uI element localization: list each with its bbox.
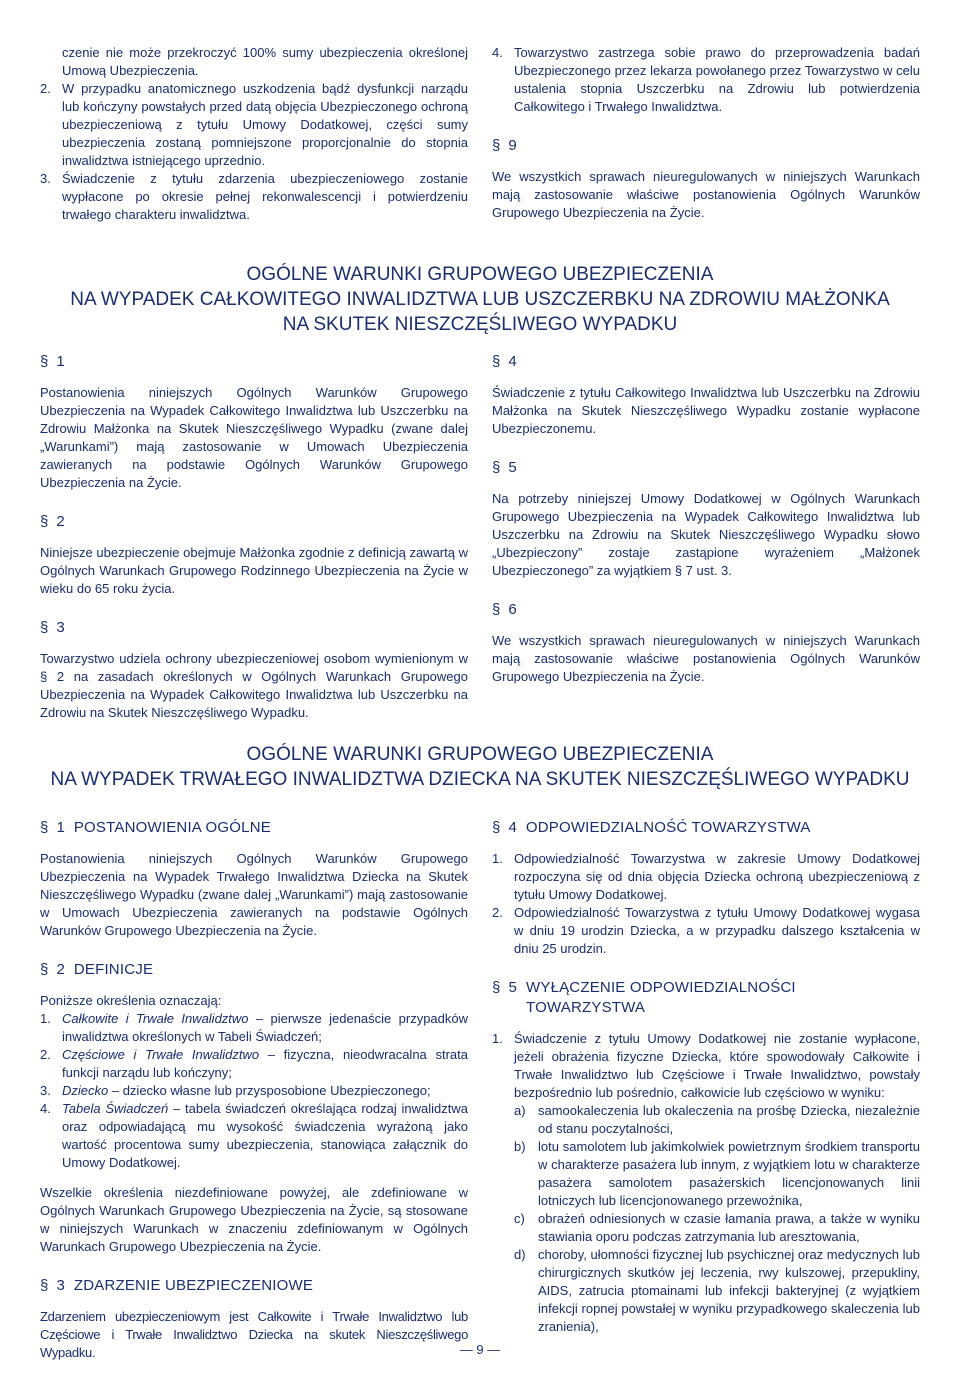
section-title: DEFINICJE bbox=[73, 961, 154, 978]
sublist-item bbox=[514, 1138, 920, 1210]
section-heading bbox=[40, 1276, 468, 1296]
item-number: 2. bbox=[492, 905, 503, 920]
section-symbol: § bbox=[492, 979, 501, 996]
top-right-list bbox=[492, 44, 920, 116]
definitions-intro: Poniższe określenia oznaczają: bbox=[40, 993, 222, 1008]
section-title: ZDARZENIE UBEZPIECZENIOWE bbox=[73, 1277, 314, 1294]
definition-text: – pierwsze jedenaście przypadków inwalidztwa określonych w Tabeli Świadczeń; bbox=[62, 1011, 468, 1044]
section-number: 1 bbox=[56, 353, 65, 370]
definition-term: Tabela Świadczeń bbox=[62, 1101, 169, 1116]
definition-item bbox=[40, 1010, 468, 1046]
doc1-left-column bbox=[40, 352, 468, 722]
section-text: We wszystkich sprawach nieuregulowanych w niniejszych Warunkach mają zastosowanie właściwe postanowienia Ogólnych Warunków Grupowego Ubezpieczenia na Życie. bbox=[492, 633, 920, 684]
section-text: Świadczenie z tytułu Całkowitego Inwalidztwa lub Uszczerbku na Zdrowiu Małżonka na Skutek Nieszczęśliwego Wypadku zostanie wypłacone Ubezpieczonemu. bbox=[492, 385, 920, 436]
top-right-column bbox=[492, 44, 920, 222]
item-letter: c) bbox=[514, 1211, 525, 1226]
title-line: OGÓLNE WARUNKI GRUPOWEGO UBEZPIECZENIA bbox=[246, 264, 714, 285]
definitions-list bbox=[40, 1010, 468, 1172]
title-line: NA WYPADEK CAŁKOWITEGO INWALIDZTWA LUB USZCZERBKU NA ZDROWIU MAŁŻONKA bbox=[70, 289, 890, 310]
item-number: 3. bbox=[40, 1083, 51, 1098]
section-number: 6 bbox=[508, 601, 517, 618]
section-symbol: § bbox=[492, 459, 501, 476]
item-text: lotu samolotem lub jakimkolwiek powietrznym środkiem transportu w charakterze pasażera lub innym, z wyjątkiem lotu w charakterze pasażera samolotem pasażerskich licencjonowanych linii lotniczych lub licencjonowanego przewoźnika, bbox=[538, 1139, 920, 1208]
item-number: 2. bbox=[40, 1047, 51, 1062]
definition-term: Dziecko bbox=[62, 1083, 109, 1098]
section-text: Niniejsze ubezpieczenie obejmuje Małżonka zgodnie z definicją zawartą w Ogólnych Warunkach Grupowego Rodzinnego Ubezpieczenia na Życie w wieku do 65 roku życia. bbox=[40, 545, 468, 596]
section-heading bbox=[40, 512, 468, 532]
section-heading bbox=[40, 960, 468, 980]
section-heading bbox=[492, 600, 920, 620]
section-heading bbox=[40, 818, 468, 838]
section-text: Postanowienia niniejszych Ogólnych Warunków Grupowego Ubezpieczenia na Wypadek Trwałego Inwalidztwa Dziecka na Skutek Nieszczęśliwego Wypadku (zwane dalej „Warunkami”) mają zastosowanie w Umowach Ubezpieczenia zawieranych na podstawie Ogólnych Warunków Grupowego Ubezpieczenia na Życie. bbox=[40, 851, 468, 938]
list-item bbox=[40, 80, 468, 170]
definition-term: Całkowite i Trwałe Inwalidztwo bbox=[62, 1011, 249, 1026]
definition-text: – dziecko własne lub przysposobione Ubezpieczonego; bbox=[108, 1083, 431, 1098]
section-heading bbox=[40, 352, 468, 372]
list-item bbox=[492, 1030, 920, 1336]
section-text: Towarzystwo udziela ochrony ubezpieczeniowej osobom wymienionym w § 2 na zasadach określonych w Ogólnych Warunkach Grupowego Ubezpieczenia na Wypadek Całkowitego Inwalidztwa lub Uszczerbku na Zdrowiu na Skutek Nieszczęśliwego Wypadku. bbox=[40, 651, 468, 720]
sublist-item bbox=[514, 1246, 920, 1336]
liability-list bbox=[492, 850, 920, 958]
section-symbol: § bbox=[40, 1277, 49, 1294]
definition-item bbox=[40, 1100, 468, 1172]
item-number: 1. bbox=[492, 1031, 503, 1046]
exclusions-sublist bbox=[514, 1102, 920, 1336]
section-text: Na potrzeby niniejszej Umowy Dodatkowej w Ogólnych Warunkach Grupowego Ubezpieczenia na Wypadek Całkowitego Inwalidztwa lub Uszczerbku na Zdrowiu na Skutek Nieszczęśliwego Wypadku słowo „Ubezpieczony” zostaje zastąpione wyrażeniem „Małżonek Ubezpieczonego” za wyjątkiem § 7 ust. 3. bbox=[492, 491, 920, 578]
item-number: 4. bbox=[492, 45, 503, 60]
section-heading bbox=[492, 352, 920, 372]
section-number: 1 bbox=[56, 819, 66, 836]
list-item bbox=[492, 44, 920, 116]
section-number: 3 bbox=[56, 1277, 66, 1294]
definitions-outro: Wszelkie określenia niezdefiniowane powyżej, ale zdefiniowane w Ogólnych Warunkach Grupowego Ubezpieczenia na Życie, są stosowane w niniejszych Warunkach w znaczeniu zdefiniowanym w Ogólnych Warunkach Grupowego Ubezpieczenia na Życie. bbox=[40, 1185, 468, 1254]
section-heading bbox=[492, 458, 920, 478]
section-title: ODPOWIEDZIALNOŚĆ TOWARZYSTWA bbox=[525, 819, 811, 836]
doc1-right-column bbox=[492, 352, 920, 686]
sublist-item bbox=[514, 1210, 920, 1246]
section-symbol: § bbox=[492, 353, 501, 370]
doc2-title bbox=[20, 742, 940, 792]
definition-item bbox=[40, 1082, 468, 1100]
section-number: 2 bbox=[56, 513, 65, 530]
item-letter: d) bbox=[514, 1247, 526, 1262]
section-marker bbox=[492, 978, 517, 998]
item-text: Odpowiedzialność Towarzystwa w zakresie Umowy Dodatkowej rozpoczyna się od dnia objęcia Dziecka ochroną ubezpieczeniową z tytułu Umowy Dodatkowej. bbox=[514, 851, 920, 902]
page-number: — 9 — bbox=[459, 1342, 501, 1357]
section-symbol: § bbox=[40, 819, 49, 836]
top-left-list bbox=[40, 80, 468, 224]
section-text: Zdarzeniem ubezpieczeniowym jest Całkowite i Trwałe Inwalidztwo lub Częściowe i Trwałe Inwalidztwo Dziecka na skutek Nieszczęśliwego Wypadku. bbox=[40, 1309, 468, 1360]
section-number: 5 bbox=[508, 979, 518, 996]
item-number: 4. bbox=[40, 1101, 51, 1116]
section-title-cont: TOWARZYSTWA bbox=[526, 999, 646, 1016]
section-symbol: § bbox=[40, 619, 49, 636]
sublist-item bbox=[514, 1102, 920, 1138]
doc2-right-column bbox=[492, 818, 920, 1336]
title-line: NA WYPADEK TRWAŁEGO INWALIDZTWA DZIECKA NA SKUTEK NIESZCZĘŚLIWEGO WYPADKU bbox=[50, 769, 910, 790]
item-text: Świadczenie z tytułu Umowy Dodatkowej nie zostanie wypłacone, jeżeli obrażenia fizyczne Dziecka, które spowodowały Całkowite i Trwałe Inwalidztwo lub Częściowe i Trwałe Inwalidztwo, powstały bezpośrednio lub pośrednio, całkowicie lub częściowo w wyniku: bbox=[514, 1031, 920, 1100]
section-text: Postanowienia niniejszych Ogólnych Warunków Grupowego Ubezpieczenia na Wypadek Całkowitego Inwalidztwa lub Uszczerbku na Zdrowiu Małżonka na Skutek Nieszczęśliwego Wypadku (zwane dalej „Warunkami”) mają zastosowanie w Umowach Ubezpieczenia zawieranych na podstawie Ogólnych Warunków Grupowego Ubezpieczenia na Życie. bbox=[40, 385, 468, 490]
title-line: NA SKUTEK NIESZCZĘŚLIWEGO WYPADKU bbox=[282, 314, 678, 335]
item-text: W przypadku anatomicznego uszkodzenia bądź dysfunkcji narządu lub kończyny powstałych przed datą objęcia Ubezpieczonego ochroną ubezpieczeniową z tytułu Umowy Dodatkowej, części sumy ubezpieczenia zostaną pomniejszone proporcjonalnie do stopnia inwalidztwa istniejącego uprzednio. bbox=[62, 81, 468, 168]
section-symbol: § bbox=[40, 353, 49, 370]
continuation-text: czenie nie może przekroczyć 100% sumy ubezpieczenia określonej Umową Ubezpieczenia. bbox=[62, 45, 468, 78]
section-number: 5 bbox=[508, 459, 517, 476]
definition-term: Częściowe i Trwałe Inwalidztwo bbox=[62, 1047, 260, 1062]
item-number: 1. bbox=[40, 1011, 51, 1026]
item-letter: b) bbox=[514, 1139, 526, 1154]
list-item bbox=[40, 170, 468, 224]
definition-item bbox=[40, 1046, 468, 1082]
item-text: Odpowiedzialność Towarzystwa z tytułu Umowy Dodatkowej wygasa w dniu 19 urodzin Dziecka, a w przypadku dalszego kształcenia w dniu 25 urodzin. bbox=[514, 905, 920, 956]
item-number: 2. bbox=[40, 81, 51, 96]
list-item bbox=[492, 850, 920, 904]
section-text: We wszystkich sprawach nieuregulowanych w niniejszych Warunkach mają zastosowanie właściwe postanowienia Ogólnych Warunków Grupowego Ubezpieczenia na Życie. bbox=[492, 169, 920, 220]
item-text: Towarzystwo zastrzega sobie prawo do przeprowadzenia badań Ubezpieczonego przez lekarza powołanego przez Towarzystwo w celu ustalenia stopnia Uszczerbku na Zdrowiu lub potwierdzenia Całkowitego i Trwałego Inwalidztwa. bbox=[514, 45, 920, 114]
section-number: 2 bbox=[56, 961, 66, 978]
exclusions-list bbox=[492, 1030, 920, 1336]
item-text: samookaleczenia lub okaleczenia na prośbę Dziecka, niezależnie od stanu poczytalności, bbox=[538, 1103, 920, 1136]
item-text: obrażeń odniesionych w czasie łamania prawa, a także w wyniku stawiania oporu podczas zatrzymania lub aresztowania, bbox=[538, 1211, 920, 1244]
item-number: 3. bbox=[40, 171, 51, 186]
top-left-column bbox=[40, 44, 468, 224]
section-heading bbox=[492, 818, 920, 838]
section-title: WYŁĄCZENIE ODPOWIEDZIALNOŚCI bbox=[526, 979, 796, 996]
section-number: 4 bbox=[508, 819, 518, 836]
doc2-left-column bbox=[40, 818, 468, 1362]
definition-text: – fizyczna, nieodwracalna strata funkcji narządu lub kończyny; bbox=[62, 1047, 468, 1080]
doc1-title bbox=[20, 262, 940, 337]
title-line: OGÓLNE WARUNKI GRUPOWEGO UBEZPIECZENIA bbox=[246, 744, 714, 765]
item-text: choroby, ułomności fizycznej lub psychicznej oraz medycznych lub chirurgicznych skutków jej leczenia, rwy kulszowej, przepukliny, AIDS, zatrucia ptomainami lub infekcji bakteryjnej (z wyjątkiem infekcji ropnej powstałej w wyniku przypadkowego skaleczenia lub zranienia), bbox=[538, 1247, 920, 1334]
section-symbol: § bbox=[492, 601, 501, 618]
section-symbol: § bbox=[492, 819, 501, 836]
section-symbol: § bbox=[492, 137, 501, 154]
definition-text: – tabela świadczeń określająca rodzaj inwalidztwa oraz odpowiadającą mu wysokość świadczenia wyrażoną jako wartość procentowa sumy ubezpieczenia, stanowiąca załącznik do Umowy Dodatkowej. bbox=[62, 1101, 468, 1170]
section-number: 4 bbox=[508, 353, 517, 370]
section-heading bbox=[492, 136, 920, 156]
section-number: 3 bbox=[56, 619, 65, 636]
section-heading bbox=[40, 618, 468, 638]
list-item bbox=[492, 904, 920, 958]
item-number: 1. bbox=[492, 851, 503, 866]
item-text: Świadczenie z tytułu zdarzenia ubezpieczeniowego zostanie wypłacone po okresie pełnej rekonwalescencji i potwierdzeniu trwałego charakteru inwalidztwa. bbox=[62, 171, 468, 222]
section-title: POSTANOWIENIA OGÓLNE bbox=[73, 819, 271, 836]
section-symbol: § bbox=[40, 513, 49, 530]
item-letter: a) bbox=[514, 1103, 526, 1118]
section-symbol: § bbox=[40, 961, 49, 978]
section-heading bbox=[492, 978, 920, 1018]
section-number: 9 bbox=[508, 137, 517, 154]
